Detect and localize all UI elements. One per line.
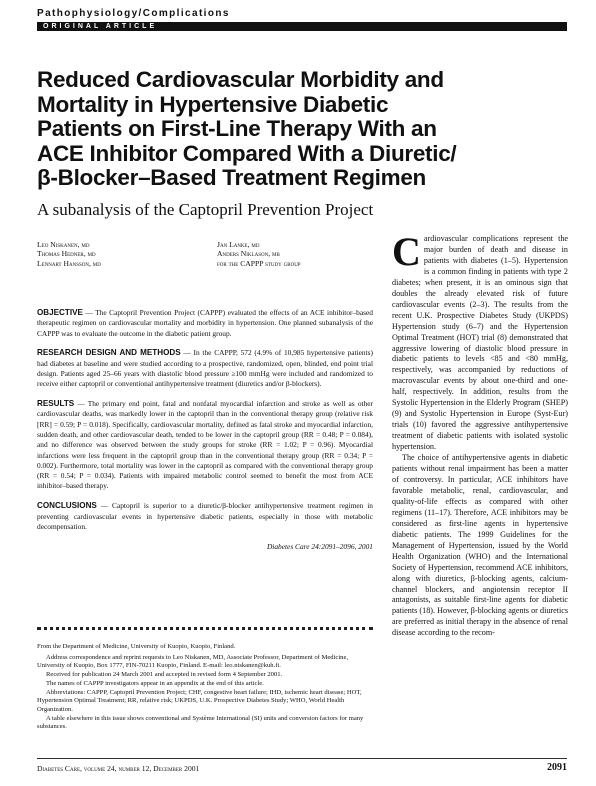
conclusions-heading: CONCLUSIONS [37,501,97,511]
title-line: Mortality in Hypertensive Diabetic [37,91,389,117]
journal-footer: Diabetes Care, volume 24, number 12, December 2001 [37,764,200,773]
footnote-affiliation: From the Department of Medicine, University of Kuopio, Kuopio, Finland. [37,643,236,650]
abstract-objective [37,308,373,339]
author-name: Lennart Hansson, md [37,258,101,268]
journal-citation: Diabetes Care 24:2091–2096, 2001 [266,541,373,551]
abstract-conclusions [37,501,373,532]
body-text-column [392,229,568,639]
article-type-bar [37,22,567,31]
author-list-left [37,240,101,268]
title-line: ACE Inhibitor Compared With a Diuretic/ [37,140,457,166]
article-type-label: ORIGINAL ARTICLE [43,23,158,30]
author-name: Thomas Hedner, md [37,249,96,259]
body-paragraph: The choice of antihypertensive agents in diabetic patients without renal impairment has been a matter of controversy. In particular, ACE inhibitors have favorable metabolic, renal, cardiovascular, and quality-of-life effects as compared with other regimens (11–17). Therefore, ACE inhibitors may be considered as first-line agents in hypertensive diabetic patients. The 1999 Guidelines for the Management of Hypertension, issued by the World Health Organization (WHO) and the International Society of Hypertension, recommend ACE inhibitors, along with diuretics, β-blocking agents, calcium-channel blockers, and angiotensin receptor II antagonists, as suitable first-line agents for diabetic patients (18). However, β-blocking agents or diuretics are preferred as initial therapy in the absence of renal disease according to the recom- [392,453,568,638]
objective-text: — The Captopril Prevention Project (CAPPP) evaluated the effects of an ACE inhibitor–based therapeutic regimen on cardiovascular mortality and morbidity in hypertension. One planned subanalysis of the CAPPP was to evaluate the outcome in the diabetic patient group. [37,308,373,338]
body-paragraph-text: ardiovascular complications represent the major burden of death and disease in patients with diabetes (1–5). Hypertension is a common finding in patients with type 2 diabetes; when present, it is an ominous sign that doubles the already elevated risk of future cardiovascular events (2–3). The results from the recent U.K. Prospective Diabetes Study (UKPDS) Hypertension study (6–7) and the Hypertension Optimal Treatment (HOT) trial (8) demonstrated that aggressive lowering of diastolic blood pressure in diabetic patients to levels <85 and <80 mmHg, respectively, was accompanied by reductions of macrovascular events by about one-third and one-half, respectively. In addition, results from the Systolic Hypertension in the Elderly Program (SHEP) (9) and Systolic Hypertension in Europe (Syst-Eur) trials (10) favored the aggressive antihypertensive treatment of diabetic patients with isolated systolic hypertension. [392,234,568,452]
footnote-correspondence: Address correspondence and reprint requests to Leo Niskanen, MD, Associate Professor, Department of Medicine, University of Kuopio, Box 1777, FIN-70211 Kuopio, Finland. E-mail: leo.niskanen@kuh.fi. [37,653,349,670]
results-heading: RESULTS [37,399,75,409]
footnote-investigators: The names of CAPPP investigators appear in an appendix at the end of this article. [46,679,264,687]
section-label: Pathophysiology/Complications [37,8,230,19]
article-title [37,68,577,191]
methods-text: — In the CAPPP, 572 (4.9% of 10,985 hypertensive patients) had diabetes at baseline and were studied according to a prospective, randomized, open, blinded, end point trial design. Patients aged 25–66 years with diastolic blood pressure ≥100 mmHg were included and randomized to receive either captopril or conventional antihypertensive treatment (diuretics and/or β-blockers). [37,348,373,389]
footnote-received: Received for publication 24 March 2001 and accepted in revised form 4 September 2001. [46,671,283,679]
author-name: Leo Niskanen, md [37,240,90,249]
conclusions-text: — Captopril is superior to a diuretic/β-blocker antihypertensive treatment regimen in preventing cardiovascular events in hypertensive diabetic patients, especially in those with metabolic decompensation. [37,501,373,531]
author-list-right [217,240,301,268]
title-line: Patients on First-Line Therapy With an [37,116,437,141]
abstract-methods [37,348,373,389]
article-subtitle: A subanalysis of the Captopril Prevention Project [37,200,374,219]
abstract [37,308,373,552]
title-line: Reduced Cardiovascular Morbidity and [37,67,444,92]
title-line: β-Blocker–Based Treatment Regimen [37,165,426,190]
drop-cap: C [392,229,421,274]
author-name: Jan Lanke, md [217,240,260,249]
footnotes [37,643,373,732]
footnote-units: A table elsewhere in this issue shows conventional and Système International (SI) units and conversion factors for many substances. [37,714,364,731]
footnote-abbreviations: Abbreviations: CAPPP, Captopril Prevention Project; CHF, congestive heart failure; IHD, ischemic heart disease; HOT, Hypertension Optimal Treatment; RR, relative risk; UKPDS, U.K. Prospective Diabetes Study; WHO, World Health Organization. [37,688,362,713]
body-paragraph [392,229,568,453]
footer-rule [37,758,567,759]
page-number: 2091 [547,762,567,773]
study-group-name: for the CAPPP study group [217,258,301,268]
author-name: Anders Niklason, mb [217,249,280,259]
results-text: — The primary end point, fatal and nonfatal myocardial infarction and stroke as well as other cardiovascular deaths, was markedly lower in the captopril than in the conventional therapy group (relative risk [RR] = 0.59; P = 0.018). Specifically, cardiovascular mortality, defined as fatal stroke and myocardial infarction, sudden death, and other cardiovascular death, tended to be lower in the captopril group (RR = 0.48; P = 0.084), and no difference was observed between the study groups for stroke (RR = 1.02; P = 0.96). Myocardial infarctions were less frequent in the captopril group than in the conventional therapy group (RR = 0.34; P = 0.002). Furthermore, total mortality was lower in the captopril as compared with the conventional therapy group (RR = 0.54; P = 0.034). Patients with impaired metabolic control seemed to benefit the most from ACE inhibitor–based therapy. [37,399,373,491]
methods-heading: RESEARCH DESIGN AND METHODS [37,348,181,358]
abstract-results [37,399,373,492]
dotted-divider [37,627,373,635]
objective-heading: OBJECTIVE [37,308,83,317]
